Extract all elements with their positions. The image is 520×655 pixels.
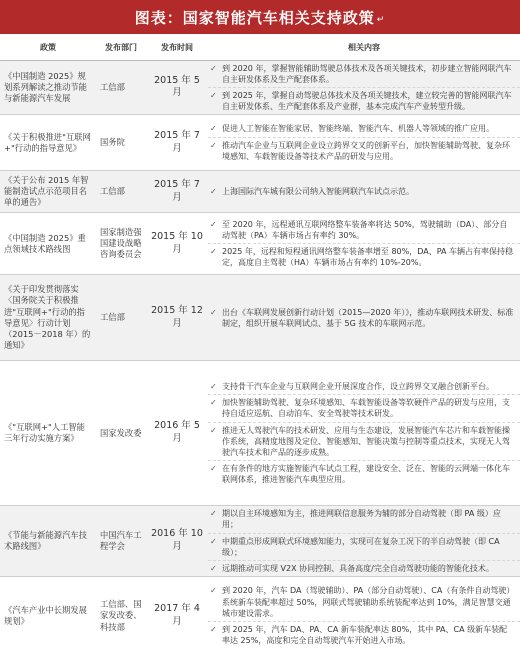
content-item [208, 560, 520, 576]
check-icon: ✓ [210, 586, 217, 596]
issue-date: 2015 年 10 月 [146, 213, 208, 275]
policy-name: 《"互联网+"人工智能三年行动实施方案》 [0, 361, 96, 506]
header-time: 发布时间 [146, 36, 208, 60]
content-item-text: 期以自主环境感知为主，推进网联信息服务为辅的部分自动驾驶（即 PA 级）应用； [222, 509, 501, 530]
content-item [208, 422, 520, 461]
content-item [208, 243, 520, 270]
content-item-text: 在有条件的地方实施智能汽车试点工程，建设安全、泛在、智能的云网端一体化车联网体系，推进智能汽车典型应用。 [222, 464, 510, 485]
check-icon: ✓ [210, 307, 217, 317]
content-item-text: 推进无人驾驶汽车的技术研发、应用与生态建设，发展智能汽车芯片和车载智能操作系统，高精度地图及定位、智能感知、智能决策与控制等重点技术，实现无人驾驶汽车技术和产品的逐步成熟。 [222, 425, 510, 457]
policy-name: 《关于印发贯彻落实〈国务院关于积极推进"互联网+"行动的指导意见〉行动计划（2015－2018 年）的通知》 [0, 275, 96, 361]
content-item [208, 217, 520, 243]
policy-table-container [0, 36, 520, 649]
content-item-text: 促进人工智能在智能家居、智能终端、智能汽车、机器人等领域的推广应用。 [222, 124, 494, 134]
table-body [0, 60, 520, 655]
policy-content [208, 506, 520, 577]
chart-title: 图表：国家智能汽车相关支持政策 [134, 8, 375, 27]
content-item-text: 到 2025 年，掌握自动驾驶总体技术及各项关键技术，建立较完善的智能网联汽车自主研发体系、生产配套体系及产业群，基本完成汽车产业转型升级。 [222, 90, 512, 112]
content-item [208, 583, 520, 621]
issue-date: 2016 年 5 月 [146, 361, 208, 506]
check-icon: ✓ [210, 187, 217, 197]
content-item [208, 121, 520, 136]
check-icon: ✓ [210, 140, 217, 150]
table-row [0, 361, 520, 506]
issue-date: 2015 年 7 月 [146, 171, 208, 213]
check-icon: ✓ [210, 536, 217, 546]
table-row [0, 60, 520, 115]
issue-date: 2015 年 7 月 [146, 115, 208, 171]
content-item-text: 支持骨干汽车企业与互联网企业开展深度合作，设立跨界交叉融合创新平台。 [222, 382, 494, 391]
content-item-text: 到 2020 年，掌握智能辅助驾驶总体技术及各项关键技术，初步建立智能网联汽车自主研发体系及生产配套体系。 [222, 63, 512, 84]
table-row [0, 275, 520, 361]
issuing-department: 工信部 [96, 275, 146, 361]
issue-date: 2015 年 12 月 [146, 275, 208, 361]
table-row [0, 115, 520, 171]
content-item [208, 61, 520, 87]
policy-name: 《中国制造 2025》规划系列解读之推动节能与新能源汽车发展 [0, 60, 96, 115]
content-item-text: 到 2020 年，汽车 DA（驾驶辅助）、PA（部分自动驾驶）、CA（有条件自动驾驶）系统新车装配率超过 50%，网联式驾驶辅助系统装配率达到 10%，满足智慧交通城市建设需求。 [222, 586, 511, 618]
check-icon: ✓ [210, 63, 217, 73]
check-icon: ✓ [210, 509, 217, 519]
content-item-text: 推动汽车企业与互联网企业设立跨界交叉的创新平台，加快智能辅助驾驶、复杂环境感知、车载智能设备等技术产品的研发与应用。 [222, 140, 510, 161]
policy-content [208, 361, 520, 506]
header-content: 相关内容 [208, 36, 520, 60]
check-icon: ✓ [210, 398, 217, 408]
issue-date: 2015 年 5 月 [146, 60, 208, 115]
content-item [208, 87, 520, 114]
content-item-text: 至 2020 年，远程通讯互联网络整车装备率将达 50%，驾驶辅助（DA）、部分自动驾驶（PA）车辆市场占有率约 30%。 [222, 219, 508, 241]
content-item-text: 中期重点形成网联式环境感知能力，实现可在复杂工况下的半自动驾驶（即 CA 级）； [222, 536, 500, 557]
issuing-department: 工信部 [96, 60, 146, 115]
check-icon: ✓ [210, 564, 217, 573]
issuing-department: 工信部 [96, 171, 146, 213]
content-item [208, 506, 520, 532]
check-icon: ✓ [210, 464, 217, 474]
content-item [208, 533, 520, 560]
check-icon: ✓ [210, 219, 217, 229]
table-row [0, 506, 520, 577]
check-icon: ✓ [210, 247, 217, 257]
policy-name: 《关于公布 2015 年智能制造试点示范项目名单的通告》 [0, 171, 96, 213]
content-item [208, 621, 520, 648]
content-item [208, 379, 520, 394]
header-dept: 发布部门 [96, 36, 146, 60]
content-item-text: 出台《车联网发展创新行动计划（2015—2020 年）》，推动车联网技术研发、标准制定，组织开展车联网试点、基于 5G 技术的车联网示范。 [222, 307, 514, 328]
paragraph-mark: ↵ [376, 15, 386, 25]
policy-content [208, 60, 520, 115]
check-icon: ✓ [210, 90, 217, 100]
header-policy: 政策 [0, 36, 96, 60]
check-icon: ✓ [210, 425, 217, 435]
table-row [0, 577, 520, 655]
policy-content [208, 577, 520, 655]
table-row [0, 171, 520, 213]
issue-date: 2016 年 10 月 [146, 506, 208, 577]
table-header [0, 36, 520, 60]
content-item [208, 184, 520, 199]
policy-content [208, 213, 520, 275]
policy-content [208, 171, 520, 213]
content-item [208, 137, 520, 164]
chart-title-bar [0, 0, 520, 34]
policy-content [208, 115, 520, 171]
policy-content [208, 275, 520, 361]
policy-name: 《中国制造 2025》重点领域技术路线图 [0, 213, 96, 275]
issuing-department: 国务院 [96, 115, 146, 171]
content-item-text: 到 2025 年，汽车 DA、PA、CA 新车装配率达 80%，其中 PA、CA 级新车装配率达 25%，高度和完全自动驾驶汽车开始进入市场。 [222, 625, 508, 646]
content-item [208, 460, 520, 487]
issuing-department: 中国汽车工程学会 [96, 506, 146, 577]
check-icon: ✓ [210, 625, 217, 635]
content-item-text: 加快智能辅助驾驶、复杂环境感知、车载智能设备等软硬件产品的研发与应用，支持自适应巡航、自动泊车、安全驾驶等技术研发。 [222, 398, 510, 419]
issue-date: 2017 年 4 月 [146, 577, 208, 655]
issuing-department: 工信部、国家发改委、科技部 [96, 577, 146, 655]
content-item [208, 305, 520, 331]
content-item-text: 远期推动可实现 V2X 协同控制、具备高度/完全自动驾驶功能的智能化技术。 [222, 564, 494, 573]
content-item-text: 上海国际汽车城有限公司纳入智能网联汽车试点示范。 [222, 187, 414, 197]
policy-table [0, 36, 520, 655]
check-icon: ✓ [210, 124, 217, 134]
issuing-department: 国家发改委 [96, 361, 146, 506]
policy-name: 《汽车产业中长期发展规划》 [0, 577, 96, 655]
content-item-text: 2025 年，远程和短程通讯网络整车装备率增至 80%，DA、PA 车辆占有率保持稳定，高度自主驾驶（HA）车辆市场占有率约 10%-20%。 [222, 247, 514, 268]
policy-name: 《节能与新能源汽车技术路线图》 [0, 506, 96, 577]
table-row [0, 213, 520, 275]
issuing-department: 国家制造强国建设战略咨询委员会 [96, 213, 146, 275]
content-item [208, 394, 520, 421]
policy-name: 《关于积极推进"互联网+"行动的指导意见》 [0, 115, 96, 171]
check-icon: ✓ [210, 382, 217, 391]
